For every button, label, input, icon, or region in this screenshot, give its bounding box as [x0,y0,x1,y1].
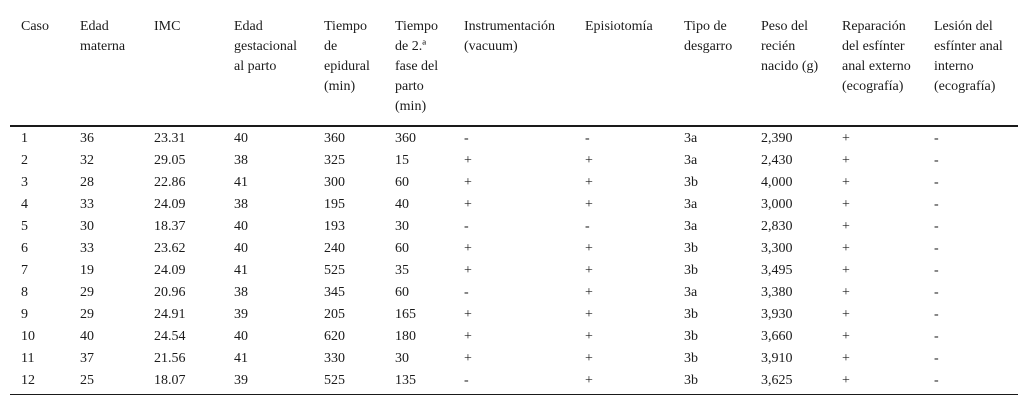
table-cell: 3a [684,285,698,300]
table-cell: 36 [80,131,94,146]
table-cell: 3b [684,307,698,322]
table-cell: 5 [21,219,28,234]
table-cell: 37 [80,351,94,366]
table-cell: 30 [395,351,409,366]
table-cell: + [464,175,472,190]
table-cell: + [842,329,850,344]
table-cell: + [585,329,593,344]
table-row [10,126,1018,150]
table-cell: 30 [395,219,409,234]
table-cell: + [842,131,850,146]
table-cell: 40 [234,219,248,234]
table-cell: 3a [684,153,698,168]
table-cell: + [464,307,472,322]
table-cell: 40 [80,329,94,344]
table-cell: 1 [21,131,28,146]
table-cell: 8 [21,285,28,300]
header-cell: Instrumentación (vacuum) [453,9,574,126]
table-cell: 525 [324,263,345,278]
table-cell: 3b [684,329,698,344]
table-cell: 4 [21,197,28,212]
table-cell: 11 [21,351,35,366]
table-cell: 10 [21,329,35,344]
header-cell: IMC [143,9,223,126]
table-cell: 9 [21,307,28,322]
header-cell: Tiempo de 2.ª fase del parto (min) [384,9,453,126]
table-cell: 3a [684,197,698,212]
table-cell: 3b [684,263,698,278]
table-cell: + [842,241,850,256]
table-cell: 33 [80,241,94,256]
table-cell: - [934,175,939,190]
table-cell: - [934,241,939,256]
table-cell: 32 [80,153,94,168]
header-cell: Edad gestacional al parto [223,9,313,126]
table-cell: 60 [395,285,409,300]
table-cell: 39 [234,307,248,322]
table-cell: 40 [234,241,248,256]
table-cell: + [585,153,593,168]
table-cell: 3,380 [761,285,793,300]
header-cell: Edad materna [69,9,143,126]
table-cell: - [934,197,939,212]
table-cell: 18.37 [154,219,186,234]
table-cell: 3 [21,175,28,190]
table-cell: 3a [684,219,698,234]
table-cell: 180 [395,329,416,344]
table-cell: 29.05 [154,153,186,168]
table-row [10,370,1018,395]
table-cell: 38 [234,197,248,212]
table-row [10,326,1018,348]
table-cell: 40 [234,131,248,146]
table-cell: - [585,131,590,146]
table-cell: + [842,285,850,300]
table-cell: - [934,307,939,322]
header-cell: Tiempo de epidural (min) [313,9,384,126]
table-cell: 28 [80,175,94,190]
header-cell: Episiotomía [574,9,673,126]
table-cell: + [574,370,673,395]
table-cell: + [464,153,472,168]
table-cell: 2,430 [761,153,793,168]
table-cell: - [934,329,939,344]
table-cell: 6 [21,241,28,256]
table-cell: + [585,307,593,322]
table-cell: 29 [80,307,94,322]
header-row [10,9,1018,126]
table-cell: 41 [234,175,248,190]
table-cell: 2,830 [761,219,793,234]
table-cell: 24.09 [154,263,186,278]
table-cell: 39 [223,370,313,395]
table-cell: 3b [684,241,698,256]
table-cell: 360 [395,131,416,146]
table-cell: 2 [21,153,28,168]
table-cell: - [934,131,939,146]
table-cell: 40 [395,197,409,212]
table-cell: 19 [80,263,94,278]
table-cell: + [842,219,850,234]
table-cell: 7 [21,263,28,278]
table-cell: 205 [324,307,345,322]
table-cell: 38 [234,285,248,300]
table-cell: 3,000 [761,197,793,212]
table-cell: + [585,241,593,256]
table-cell: + [831,370,923,395]
table-cell: - [934,219,939,234]
header-cell: Tipo de desgarro [673,9,750,126]
table-cell: - [934,351,939,366]
table-cell: - [453,370,574,395]
table-cell: 30 [80,219,94,234]
table-cell: 41 [234,351,248,366]
table-cell: 3a [684,131,698,146]
table-cell: 3,625 [750,370,831,395]
table-cell: + [585,175,593,190]
table-cell: 3b [673,370,750,395]
patients-table [10,9,1018,395]
table-cell: 620 [324,329,345,344]
table-row [10,238,1018,260]
table-cell: - [934,153,939,168]
table-cell: + [842,175,850,190]
table-cell: 35 [395,263,409,278]
header-cell: Peso del recién nacido (g) [750,9,831,126]
table-cell: 15 [395,153,409,168]
table-cell: 3,495 [761,263,793,278]
table-cell: 165 [395,307,416,322]
table-cell: 4,000 [761,175,793,190]
table-cell: 3b [684,351,698,366]
table-cell: + [842,263,850,278]
table-cell: 2,390 [761,131,793,146]
table-cell: 325 [324,153,345,168]
table-cell: 3,660 [761,329,793,344]
table-cell: 25 [69,370,143,395]
table-cell: 3b [684,175,698,190]
table-cell: - [934,263,939,278]
table-body [10,126,1018,395]
table-cell: + [585,351,593,366]
table-cell: + [842,153,850,168]
table-cell: 3,910 [761,351,793,366]
table-cell: 18.07 [143,370,223,395]
table-cell: 345 [324,285,345,300]
table-row [10,216,1018,238]
table-cell: 3,300 [761,241,793,256]
table-cell: 525 [313,370,384,395]
header-cell: Lesión del esfínter anal interno (ecografía) [923,9,1018,126]
table-cell: - [585,219,590,234]
table-cell: 38 [234,153,248,168]
table-cell: 40 [234,329,248,344]
table-cell: 12 [10,370,69,395]
table-cell: 24.91 [154,307,186,322]
table-cell: + [842,307,850,322]
table-cell: 33 [80,197,94,212]
table-row [10,304,1018,326]
table-cell: + [842,351,850,366]
table-row [10,172,1018,194]
table-cell: + [585,197,593,212]
table-cell: 240 [324,241,345,256]
table-cell: - [934,285,939,300]
table-cell: + [464,329,472,344]
header-cell: Caso [10,9,69,126]
table-cell: 29 [80,285,94,300]
table-cell: 20.96 [154,285,186,300]
table-row [10,194,1018,216]
table-cell: 300 [324,175,345,190]
table-cell: 193 [324,219,345,234]
table-cell: + [842,197,850,212]
table-cell: 41 [234,263,248,278]
table-row [10,282,1018,304]
table-cell: 330 [324,351,345,366]
table-cell: 360 [324,131,345,146]
table-cell: + [464,241,472,256]
table-row [10,150,1018,172]
header-cell: Reparación del esfínter anal externo (ecografía) [831,9,923,126]
table-cell: 195 [324,197,345,212]
table-cell: 60 [395,241,409,256]
table-row [10,348,1018,370]
table-cell: 24.09 [154,197,186,212]
table-cell: - [464,285,469,300]
table-row [10,260,1018,282]
table-cell: - [464,131,469,146]
table-cell: - [923,370,1018,395]
table-cell: 24.54 [154,329,186,344]
table-cell: 21.56 [154,351,186,366]
table-cell: - [464,219,469,234]
table-cell: + [464,263,472,278]
table-cell: 23.62 [154,241,186,256]
table-cell: 22.86 [154,175,186,190]
table-cell: + [585,263,593,278]
table-header [10,9,1018,126]
table-cell: 23.31 [154,131,186,146]
table-cell: + [585,285,593,300]
data-table-panel [10,9,1018,397]
table-cell: + [464,197,472,212]
table-cell: 60 [395,175,409,190]
table-cell: 3,930 [761,307,793,322]
table-cell: + [464,351,472,366]
table-cell: 135 [384,370,453,395]
